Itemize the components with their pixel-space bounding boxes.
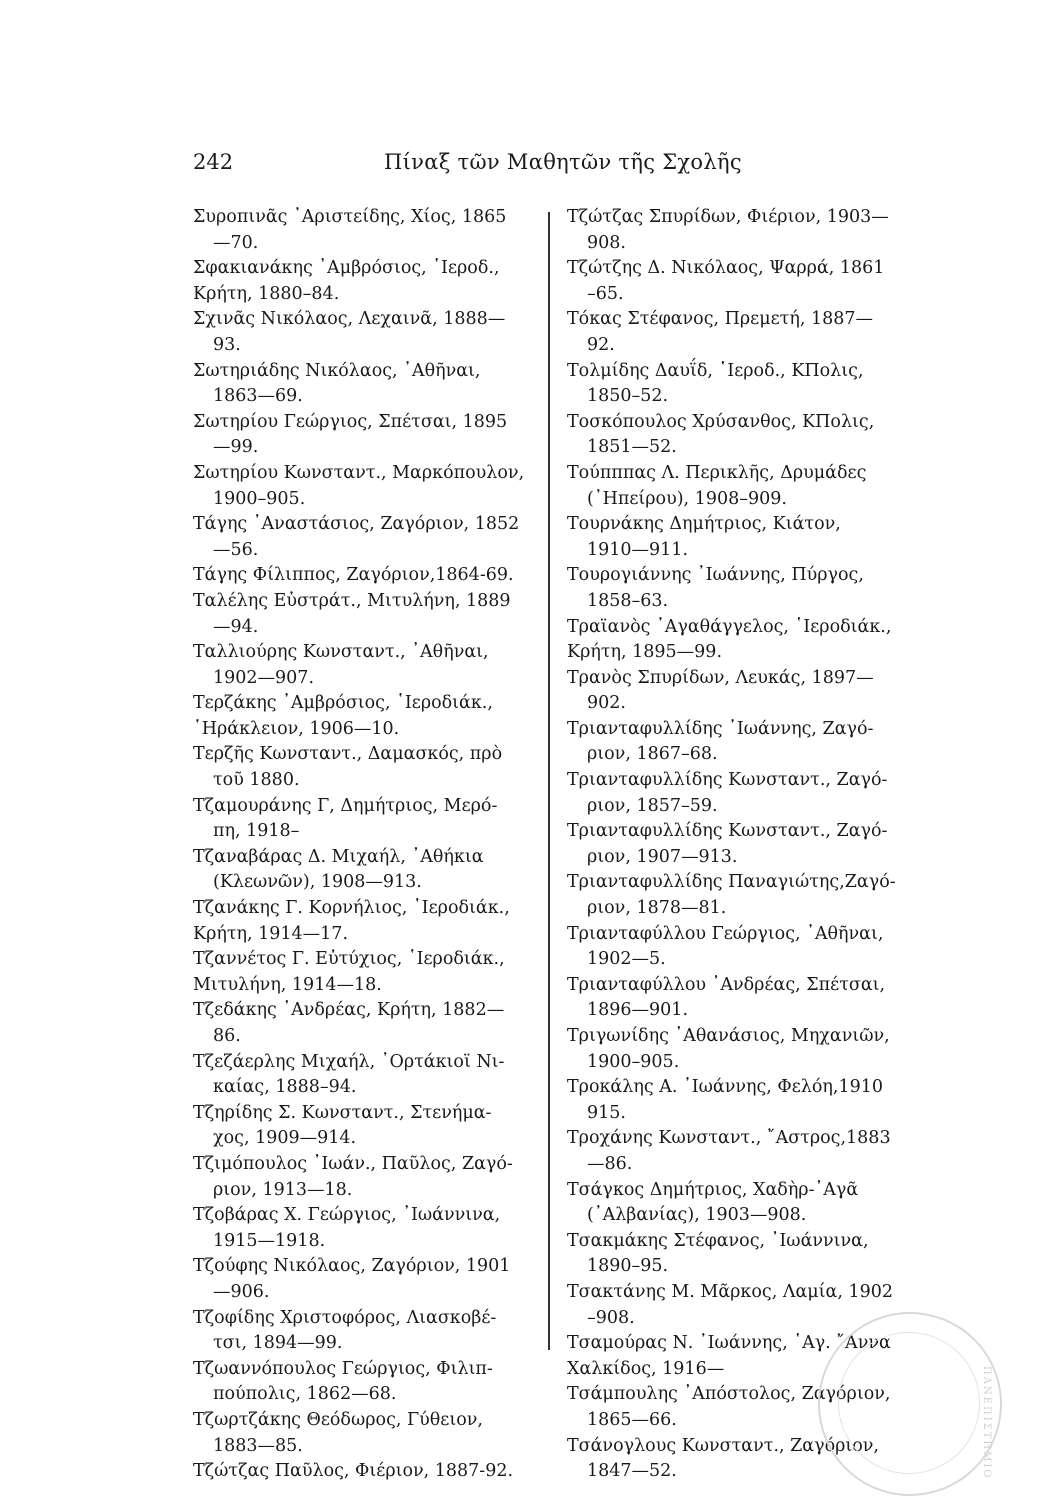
entry-line: Τζώτζας Παῦλος, Φιέριον, 1887-92. bbox=[193, 1461, 514, 1482]
entry-line: Τζούφης Νικόλαος, Ζαγόριον, 1901 bbox=[193, 1256, 511, 1277]
entry-line: Τζοφίδης Χριστοφόρος, Λιασκοβέ- bbox=[193, 1307, 497, 1328]
entry-line: 908. bbox=[587, 232, 626, 253]
entry-line: Τριανταφύλλου ᾿Ανδρέας, Σπέτσαι, bbox=[567, 974, 886, 995]
entry-line: 1910—911. bbox=[587, 539, 689, 560]
entry-line: Τολμίδης Δαυΐδ, ῾Ιεροδ., ΚΠολις, bbox=[567, 360, 864, 381]
entry-line: Τζώτζας Σπυρίδων, Φιέριον, 1903— bbox=[567, 207, 889, 227]
entry-line: Τάγης ᾿Αναστάσιος, Ζαγόριον, 1852 bbox=[193, 514, 520, 535]
entry-line: Τουρνάκης Δημήτριος, Κιάτον, bbox=[567, 514, 841, 535]
entry-line: Τζηρίδης Σ. Κωνσταντ., Στενήμα- bbox=[193, 1102, 492, 1123]
entry-line: Τριανταφυλλίδης Παναγιώτης,Ζαγό- bbox=[567, 872, 896, 893]
entry-line: 1900–905. bbox=[587, 1051, 680, 1072]
entry-line: Τριγωνίδης ᾿Αθανάσιος, Μηχανιῶν, bbox=[567, 1026, 890, 1046]
entry-line: Τερζάκης ᾿Αμβρόσιος, ῾Ιεροδιάκ., bbox=[193, 693, 493, 714]
entry-line: Τριανταφυλλίδης Κωνσταντ., Ζαγό- bbox=[567, 770, 888, 791]
entry-line: 1900–905. bbox=[213, 488, 306, 509]
entry-line: Τουρογιάννης ᾿Ιωάννης, Πύργος, bbox=[567, 565, 864, 586]
entry-line: ριον, 1878—81. bbox=[587, 898, 727, 919]
entry-line: Τροχάνης Κωνσταντ., ῎Αστρος,1883 bbox=[567, 1128, 891, 1149]
entry-line: Τοσκόπουλος Χρύσανθος, ΚΠολις, bbox=[567, 411, 875, 432]
entry-line: Τζαννέτος Γ. Εὐτύχιος, ῾Ιεροδιάκ., bbox=[193, 949, 505, 970]
entry-line: ριον, 1913—18. bbox=[213, 1179, 353, 1200]
entry-line: Τζιμόπουλος ᾿Ιωάν., Παῦλος, Ζαγό- bbox=[193, 1153, 513, 1174]
entry-line: Τερζῆς Κωνσταντ., Δαμασκός, πρὸ bbox=[193, 744, 503, 765]
entry-line: ριον, 1857–59. bbox=[587, 795, 718, 816]
entry-line: Τροκάλης Α. ᾿Ιωάννης, Φελόη,1910 bbox=[567, 1077, 884, 1098]
entry-line: —86. bbox=[587, 1153, 633, 1174]
entry-line: χος, 1909—914. bbox=[213, 1128, 357, 1149]
entry-line: —70. bbox=[213, 232, 259, 253]
entry-line: —99. bbox=[213, 437, 259, 458]
entry-line: Χαλκίδος, 1916— bbox=[567, 1358, 725, 1379]
entry-line: ριον, 1867–68. bbox=[587, 744, 718, 765]
entry-line: Συροπινᾶς ᾿Αριστείδης, Χίος, 1865 bbox=[193, 207, 507, 227]
entry-line: πούπολις, 1862—68. bbox=[213, 1384, 397, 1405]
entry-line: Τσαμούρας Ν. ᾿Ιωάννης, ῾Αγ. ῎Αννα bbox=[567, 1333, 891, 1354]
entry-line: Τριανταφύλλου Γεώργιος, ᾿Αθῆναι, bbox=[567, 923, 884, 944]
entry-line: Ταλλιούρης Κωνσταντ., ᾿Αθῆναι, bbox=[193, 642, 489, 663]
entry-line: Τσακμάκης Στέφανος, ᾿Ιωάννινα, bbox=[567, 1230, 869, 1251]
seal-inner-ring bbox=[838, 1332, 980, 1474]
entry-line: 1858–63. bbox=[587, 590, 669, 611]
entry-line: 1915—1918. bbox=[213, 1230, 326, 1251]
entry-line: Τζαναβάρας Δ. Μιχαήλ, ᾿Αθήκια bbox=[193, 846, 484, 867]
entry-line: 93. bbox=[213, 334, 241, 355]
entry-line: Σωτηριάδης Νικόλαος, ᾿Αθῆναι, bbox=[193, 360, 481, 381]
entry-line: Κρήτη, 1880–84. bbox=[193, 283, 340, 304]
entry-line: Τζεδάκης ᾿Ανδρέας, Κρήτη, 1882— bbox=[193, 1000, 505, 1021]
entry-line: —906. bbox=[213, 1281, 270, 1302]
entry-line: (Κλεωνῶν), 1908—913. bbox=[213, 872, 422, 893]
entry-line: 1865—66. bbox=[587, 1409, 677, 1430]
entry-line: Τριανταφυλλίδης Κωνσταντ., Ζαγό- bbox=[567, 821, 888, 842]
entry-line: Τζεζάερλης Μιχαήλ, ᾿Ορτάκιοϊ Νι- bbox=[193, 1051, 505, 1072]
entry-line: ῾Ηράκλειον, 1906—10. bbox=[193, 718, 400, 739]
entry-line: Τριανταφυλλίδης ᾿Ιωάννης, Ζαγό- bbox=[567, 718, 874, 739]
entry-line: Τρανὸς Σπυρίδων, Λευκάς, 1897— bbox=[567, 667, 874, 688]
entry-line: 1863—69. bbox=[213, 386, 303, 407]
entry-line: Τάγης Φίλιππος, Ζαγόριον,1864-69. bbox=[193, 565, 514, 586]
entry-line: —94. bbox=[213, 616, 259, 637]
page-header bbox=[0, 150, 1042, 184]
entry-line: πη, 1918– bbox=[213, 821, 300, 842]
entry-line: 1883—85. bbox=[213, 1435, 303, 1456]
entry-line: Ταλέλης Εὐστράτ., Μιτυλήνη, 1889 bbox=[193, 590, 511, 611]
entry-line: Τζοβάρας Χ. Γεώργιος, ᾿Ιωάννινα, bbox=[193, 1205, 501, 1226]
entry-line: ριον, 1907—913. bbox=[587, 846, 738, 867]
entry-line: Τόκας Στέφανος, Πρεμετή, 1887— bbox=[567, 309, 874, 330]
column-divider bbox=[548, 212, 550, 1350]
university-seal bbox=[818, 1312, 1002, 1496]
entry-line: 1902—907. bbox=[213, 667, 315, 688]
entry-line: (᾿Αλβανίας), 1903—908. bbox=[587, 1205, 807, 1226]
entry-line: Τζωαννόπουλος Γεώργιος, Φιλιπ- bbox=[193, 1358, 493, 1379]
entry-line: Κρήτη, 1914—17. bbox=[193, 923, 349, 944]
entry-line: Κρήτη, 1895—99. bbox=[567, 642, 723, 663]
entry-line: Σωτηρίου Κωνσταντ., Μαρκόπουλον, bbox=[193, 462, 525, 483]
entry-line: Σφακιανάκης ᾿Αμβρόσιος, ῾Ιεροδ., bbox=[193, 258, 500, 279]
right-column bbox=[567, 205, 912, 1485]
entry-line: 1902—5. bbox=[587, 949, 666, 970]
entry-line: Σχινᾶς Νικόλαος, Λεχαινᾶ, 1888— bbox=[193, 309, 506, 330]
entry-line: 1890–95. bbox=[587, 1256, 669, 1277]
entry-line: Τζαμουράνης Γ, Δημήτριος, Μερό- bbox=[193, 795, 498, 816]
entry-line: 92. bbox=[587, 334, 615, 355]
page-title: Πίναξ τῶν Μαθητῶν τῆς Σχολῆς bbox=[384, 150, 742, 174]
entry-line: καίας, 1888–94. bbox=[213, 1077, 357, 1098]
page-number: 242 bbox=[193, 150, 234, 174]
entry-line: Σωτηρίου Γεώργιος, Σπέτσαι, 1895 bbox=[193, 411, 508, 432]
entry-line: 1896—901. bbox=[587, 1000, 689, 1021]
entry-line: τσι, 1894—99. bbox=[213, 1333, 343, 1354]
entry-line: —56. bbox=[213, 539, 259, 560]
entry-line: Τζώτζης Δ. Νικόλαος, Ψαρρά, 1861 bbox=[567, 258, 885, 279]
entry-line: 902. bbox=[587, 693, 626, 714]
entry-line: 915. bbox=[587, 1102, 626, 1123]
entry-line: 1850–52. bbox=[587, 386, 669, 407]
entry-line: Τζωρτζάκης Θεόδωρος, Γύθειον, bbox=[193, 1409, 483, 1430]
entry-line: Τσάνογλους Κωνσταντ., Ζαγόριον, bbox=[567, 1435, 879, 1456]
entry-line: 86. bbox=[213, 1026, 241, 1046]
entry-line: Τζανάκης Γ. Κορνήλιος, ῾Ιεροδιάκ., bbox=[193, 898, 510, 919]
entry-line: Τσάγκος Δημήτριος, Χαδὴρ-᾿Αγᾶ bbox=[567, 1179, 859, 1200]
entry-line: (᾿Ηπείρου), 1908–909. bbox=[587, 488, 787, 509]
seal-text: ΠΑΝΕΠΙΣΤΗΜΙΟ bbox=[981, 1366, 992, 1480]
entry-line: Τσάμπουλης ᾿Απόστολος, Ζαγόριον, bbox=[567, 1384, 891, 1405]
entry-line: –908. bbox=[587, 1307, 635, 1328]
left-column bbox=[193, 205, 538, 1485]
entry-line: –65. bbox=[587, 283, 624, 304]
entry-line: Τσακτάνης Μ. Μᾶρκος, Λαμία, 1902 bbox=[567, 1281, 893, 1302]
entry-line: 1847—52. bbox=[587, 1461, 677, 1482]
entry-line: Τούπππας Λ. Περικλῆς, Δρυμάδες bbox=[567, 462, 867, 483]
entry-line: Τραϊανὸς ᾿Αγαθάγγελος, ῾Ιεροδιάκ., bbox=[567, 616, 892, 637]
entry-line: τοῦ 1880. bbox=[213, 770, 300, 791]
entry-line: 1851—52. bbox=[587, 437, 677, 458]
entry-line: Μιτυλήνη, 1914—18. bbox=[193, 974, 382, 995]
